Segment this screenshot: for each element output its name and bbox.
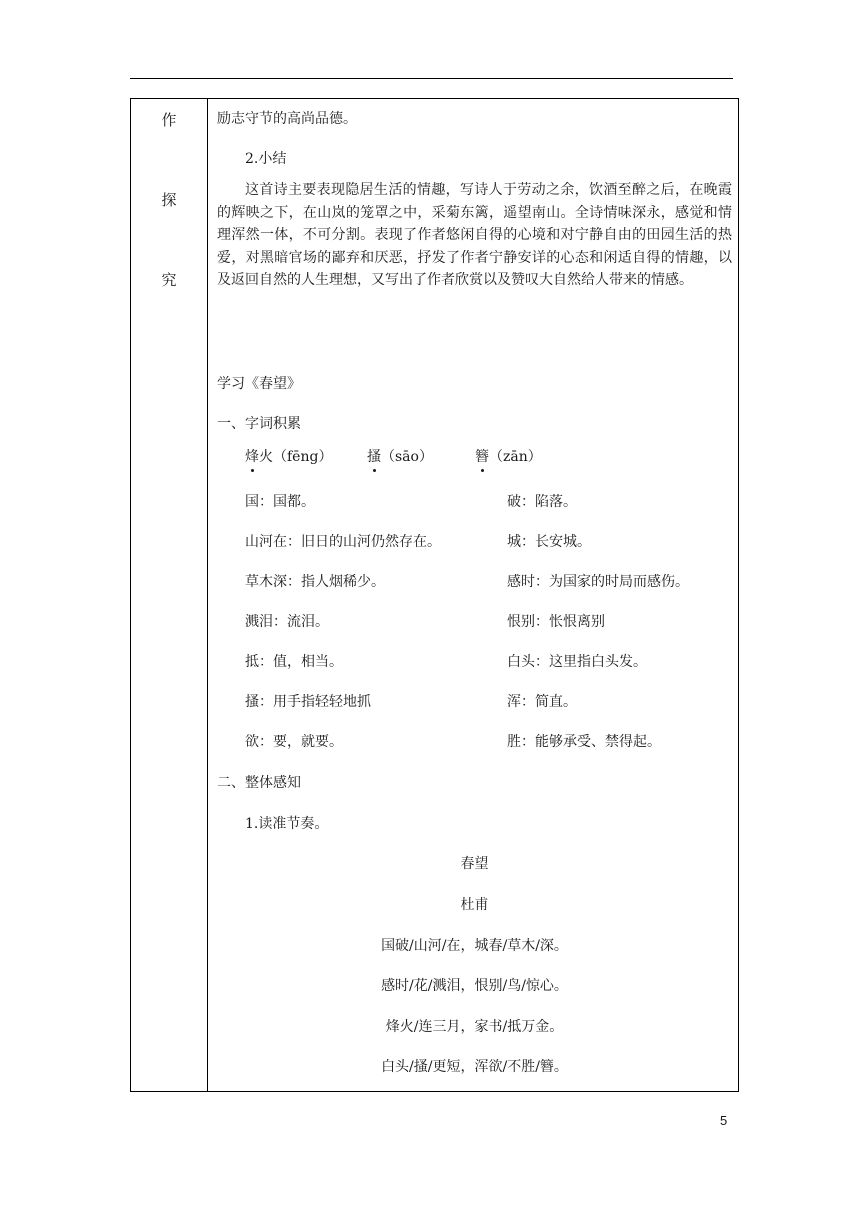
section-title: 一、字词积累 [217,416,301,432]
rhythm-heading: 1.读准节奏。 [245,816,329,832]
page-number: 5 [720,1113,728,1128]
summary-heading: 2.小结 [245,151,287,167]
paragraph-line: 励志守节的高尚品德。 [217,111,357,127]
vocab-term: 搔：用手指轻轻地抓 [245,694,371,710]
side-label-char: 作 [161,111,177,129]
pinyin-entry [367,446,433,466]
study-title: 学习《春望》 [217,376,301,392]
dotted-char: 簪 [475,446,489,466]
poem-line: 感时/花/溅泪，恨别/鸟/惊心。 [381,978,568,994]
vocab-term: 恨别：怅恨离别 [507,614,605,630]
vocab-term: 胜：能够承受、禁得起。 [507,734,661,750]
header-rule [130,78,733,79]
pinyin-reading: （sāo） [381,449,433,465]
poem-title: 春望 [460,856,489,872]
side-label-char: 究 [161,271,177,289]
vocab-term: 草木深：指人烟稀少。 [245,574,385,590]
pinyin-reading: （zān） [489,449,542,465]
vocab-term: 欲：要，就要。 [245,734,343,750]
vocab-term: 破：陷落。 [507,494,577,510]
pinyin-reading: （fēng） [273,449,333,465]
poem-line: 烽火/连三月，家书/抵万金。 [385,1019,564,1035]
dotted-char: 烽 [245,446,259,466]
column-divider [207,99,208,1091]
poem-line: 国破/山河/在，城春/草木/深。 [381,938,568,954]
poem-author: 杜甫 [460,897,489,913]
vocab-term: 国：国都。 [245,494,315,510]
vocab-term: 抵：值，相当。 [245,654,343,670]
vocab-term: 感时：为国家的时局而感伤。 [507,574,689,590]
dotted-char: 搔 [367,446,381,466]
side-label-char: 探 [161,191,177,209]
lesson-table [130,98,739,1092]
vocab-term: 浑：简直。 [507,694,577,710]
content-cell [217,99,732,1091]
pinyin-char-rest: 火 [259,449,273,465]
vocab-term: 溅泪：流泪。 [245,614,329,630]
section-title: 二、整体感知 [217,775,301,791]
pinyin-entry [475,446,542,466]
vocab-term: 山河在：旧日的山河仍然存在。 [245,534,441,550]
summary-paragraph: 这首诗主要表现隐居生活的情趣，写诗人于劳动之余，饮酒至醉之后，在晚霞的辉映之下，在山岚的笼罩之中，采菊东篱，遥望南山。全诗情味深永，感觉和情理浑然一体，不可分割。表现了作者悠闲自得的心境和对宁静自由的田园生活的热爱，对黑暗官场的鄙弃和厌恶，抒发了作者宁静安详的心态和闲适自得的情趣，以及返回自然的人生理想，又写出了作者欣赏以及赞叹大自然给人带来的情感。 [217,182,732,288]
poem-line: 白头/搔/更短，浑欲/不胜/簪。 [381,1059,568,1075]
vocab-term: 城：长安城。 [507,534,591,550]
vocab-term: 白头：这里指白头发。 [507,654,647,670]
pinyin-entry [245,446,332,466]
